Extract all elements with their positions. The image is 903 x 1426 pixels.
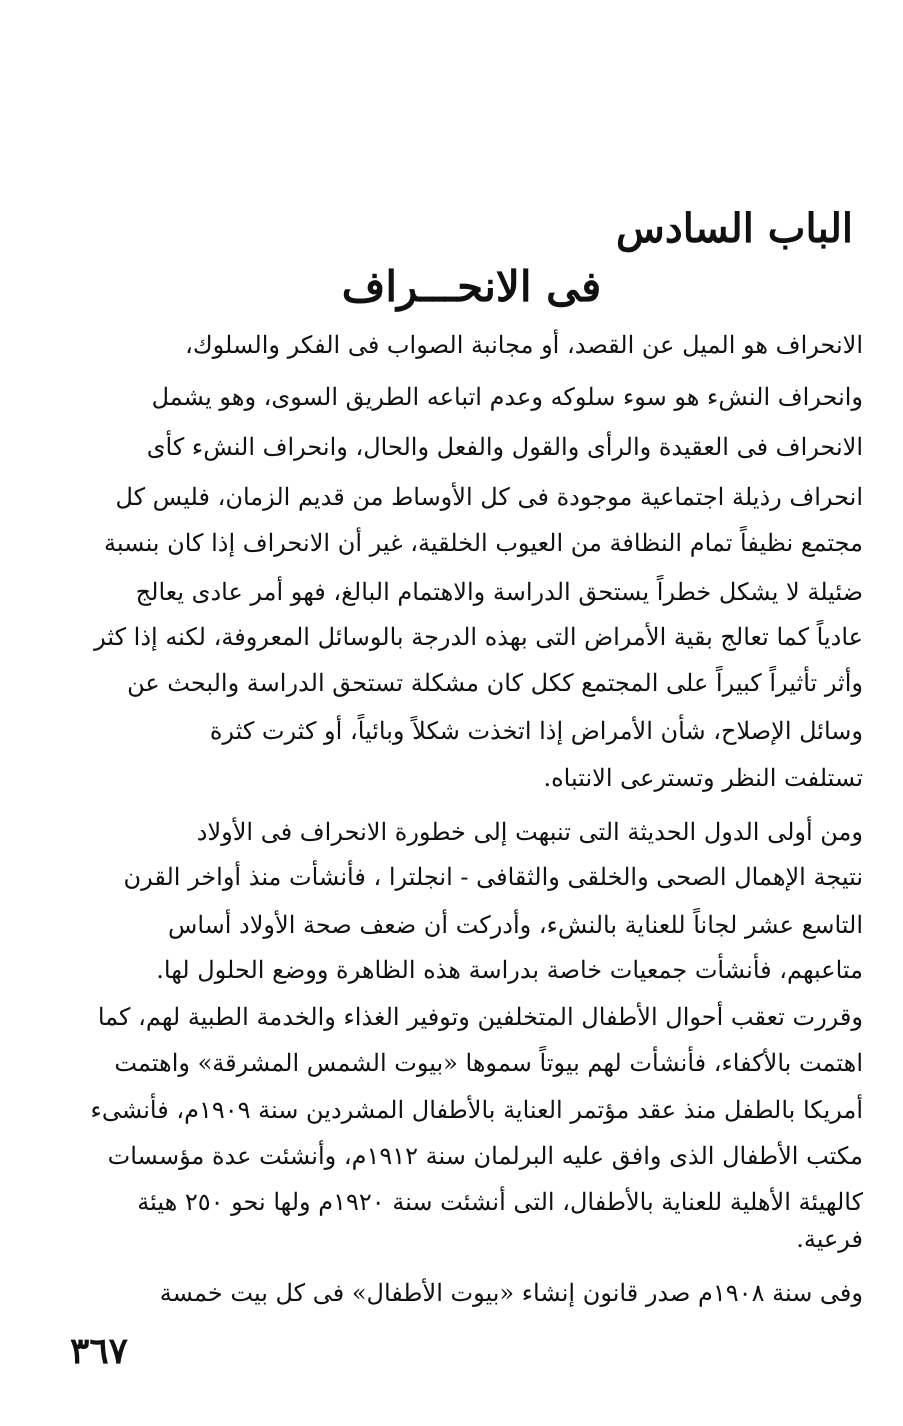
paragraph-line: اهتمت بالأكفاء، فأنشأت لهم بيوتاً سموها «بيوت الشمس المشرقة» واهتمت	[114, 1049, 863, 1077]
paragraph-line: وسائل الإصلاح، شأن الأمراض إذا اتخذت شكلاً وبائياً، أو كثرت كثرة	[209, 717, 863, 745]
paragraph-line: التاسع عشر لجاناً للعناية بالنشء، وأدركت أن ضعف صحة الأولاد أساس	[168, 911, 863, 939]
paragraph-line: تستلفت النظر وتسترعى الانتباه.	[543, 764, 863, 792]
paragraph-line: عادياً كما تعالج بقية الأمراض التى بهذه الدرجة بالوسائل المعروفة، لكنه إذا كثر	[94, 623, 863, 651]
part-title: الباب السادس	[616, 205, 853, 252]
paragraph-line: ومن أولى الدول الحديثة التى تنبهت إلى خطورة الانحراف فى الأولاد	[196, 818, 863, 846]
paragraph-line: وانحراف النشء هو سوء سلوكه وعدم اتباعه الطريق السوى، وهو يشمل	[151, 383, 863, 411]
paragraph-line: أمريكا بالطفل منذ عقد مؤتمر العناية بالأطفال المشردين سنة ١٩٠٩م، فأنشىء	[90, 1096, 863, 1124]
paragraph-line: الانحراف فى العقيدة والرأى والقول والفعل والحال، وانحراف النشء كأى	[146, 433, 863, 461]
chapter-title: فى الانحـــراف	[341, 262, 602, 311]
paragraph-line: ضئيلة لا يشكل خطراً يستحق الدراسة والاهتمام البالغ، فهو أمر عادى يعالج	[135, 578, 863, 606]
paragraph-line: كالهيئة الأهلية للعناية بالأطفال، التى أنشئت سنة ١٩٢٠م ولها نحو ٢٥٠ هيئة	[137, 1188, 863, 1216]
paragraph-line: متاعبهم، فأنشأت جمعيات خاصة بدراسة هذه الظاهرة ووضع الحلول لها.	[156, 956, 863, 984]
page-number: ٣٦٧	[70, 1330, 129, 1372]
paragraph-line: مكتب الأطفال الذى وافق عليه البرلمان سنة ١٩١٢م، وأنشئت عدة مؤسسات	[107, 1142, 863, 1170]
paragraph-line: وفى سنة ١٩٠٨م صدر قانون إنشاء «بيوت الأطفال» فى كل بيت خمسة	[159, 1279, 863, 1307]
paragraph-line: نتيجة الإهمال الصحى والخلقى والثقافى - انجلترا ، فأنشأت منذ أواخر القرن	[123, 863, 863, 891]
paragraph-line: مجتمع نظيفاً تمام النظافة من العيوب الخلقية، غير أن الانحراف إذا كان بنسبة	[104, 529, 863, 557]
paragraph-line: وأثر تأثيراً كبيراً على المجتمع ككل كان مشكلة تستحق الدراسة والبحث عن	[127, 669, 863, 697]
paragraph-line: وقررت تعقب أحوال الأطفال المتخلفين وتوفير الغذاء والخدمة الطبية لهم، كما	[97, 1003, 863, 1031]
paragraph-line: انحراف رذيلة اجتماعية موجودة فى كل الأوساط من قديم الزمان، فليس كل	[115, 483, 863, 511]
paragraph-line: الانحراف هو الميل عن القصد، أو مجانبة الصواب فى الفكر والسلوك،	[185, 331, 863, 359]
paragraph-line: فرعية.	[796, 1225, 863, 1253]
